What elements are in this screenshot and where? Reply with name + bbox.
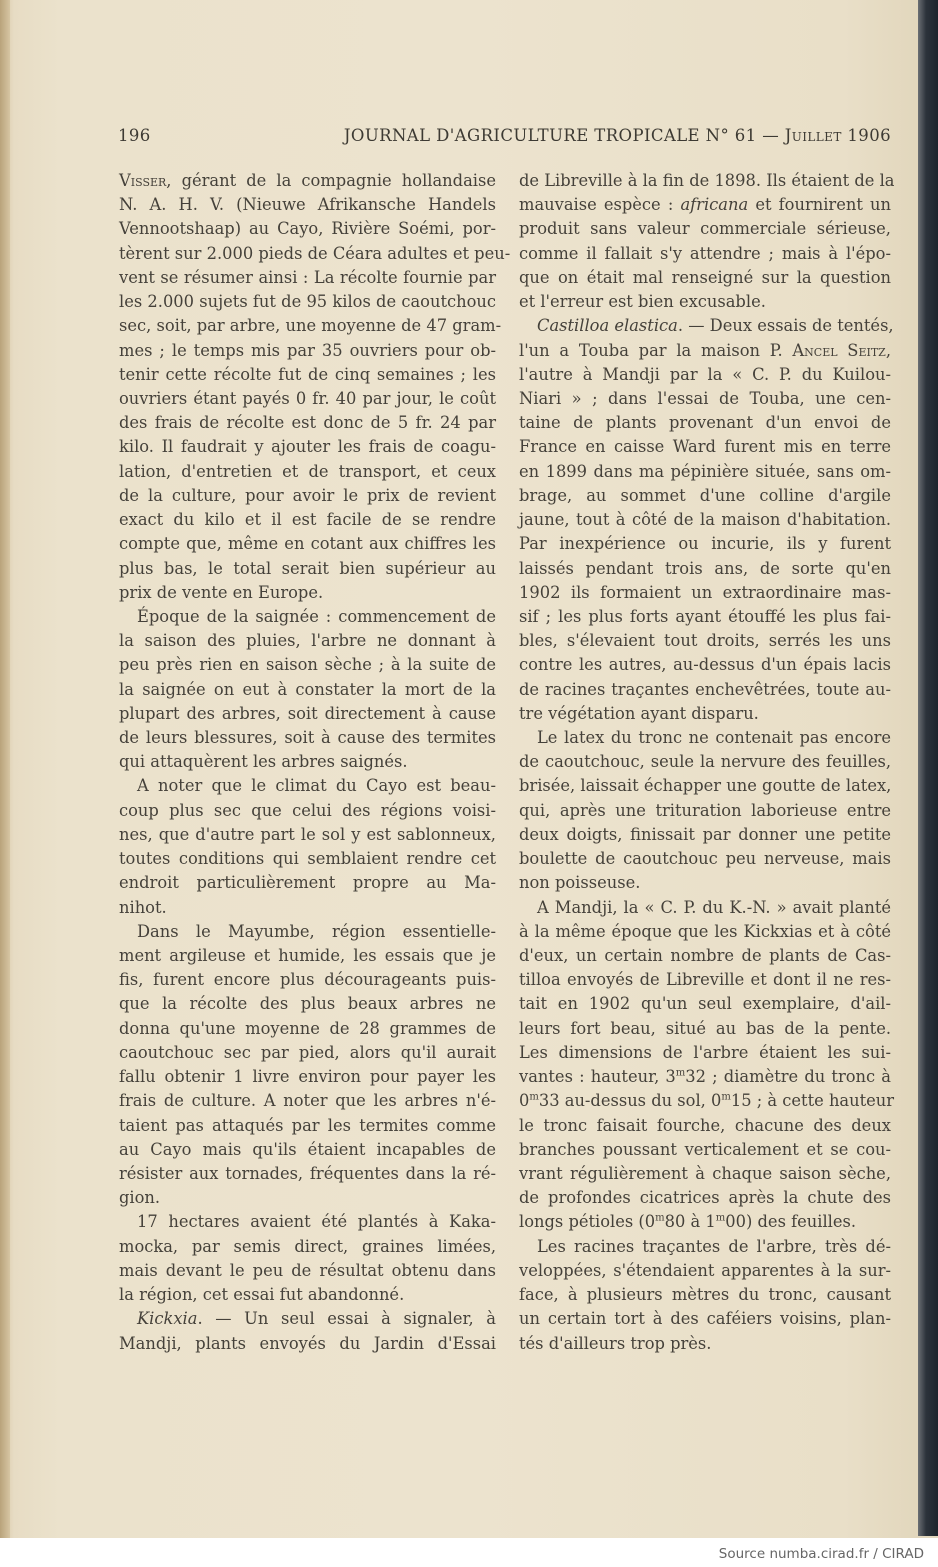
- text-line: [519, 726, 891, 750]
- text-segment: la région, cet essai fut abandonné.: [119, 1285, 405, 1305]
- text-line: [119, 750, 496, 774]
- text-segment: que la récolte des plus beaux arbres ne: [119, 994, 496, 1014]
- text-segment: caoutchouc sec par pied, alors qu'il aurait: [119, 1042, 496, 1062]
- paragraph: [519, 896, 895, 1235]
- text-line: [119, 363, 496, 387]
- text-segment: non poisseuse.: [519, 873, 641, 893]
- text-line: [119, 1089, 496, 1113]
- text-segment: boulette de caoutchouc peu nerveuse, mais: [519, 849, 891, 869]
- text-segment: nihot.: [119, 897, 167, 917]
- text-segment: de leurs blessures, soit à cause des termites: [119, 728, 496, 748]
- text-line: [119, 920, 496, 944]
- text-segment: fis, furent encore plus décourageants puis-: [119, 970, 496, 990]
- paragraph: [519, 314, 894, 726]
- text-segment: coup plus sec que celui des régions voisi-: [119, 800, 496, 820]
- text-line: [119, 799, 496, 823]
- text-segment: taine de plants provenant d'un envoi de: [519, 413, 891, 433]
- left-column: [119, 169, 511, 1356]
- text-line: [519, 702, 891, 726]
- text-segment: veloppées, s'étendaient apparentes à la sur-: [519, 1260, 891, 1280]
- text-segment: et l'erreur est bien excusable.: [519, 292, 766, 312]
- text-segment: de Libreville à la fin de 1898. Ils étaient de la: [519, 171, 895, 190]
- text-segment: exact du kilo et il est facile de se rendre: [119, 510, 496, 530]
- text-segment: Le latex du tronc ne contenait pas encore: [537, 728, 891, 748]
- text-line: [519, 1259, 891, 1283]
- journal-title: [344, 126, 891, 145]
- text-segment: Les dimensions de l'arbre étaient les sui-: [519, 1042, 891, 1062]
- text-segment: m: [715, 1212, 726, 1224]
- text-line: [519, 532, 891, 556]
- text-line: [519, 1162, 891, 1186]
- text-line: [119, 484, 496, 508]
- text-segment: sif ; les plus forts ayant étouffé les plus fai-: [519, 606, 891, 626]
- text-line: [519, 314, 894, 338]
- text-line: [119, 871, 496, 895]
- text-line: [519, 339, 891, 363]
- paragraph: [119, 774, 496, 919]
- text-segment: de la culture, pour avoir le prix de revient: [119, 485, 496, 505]
- text-segment: contre les autres, au-dessus d'un épais lacis: [519, 655, 891, 675]
- text-line: [119, 1332, 496, 1356]
- paragraph: [519, 169, 895, 314]
- text-segment: kilo. Il faudrait y ajouter les frais de coagu-: [119, 437, 496, 457]
- text-line: [519, 968, 891, 992]
- text-segment: résister aux tornades, fréquentes dans la ré-: [119, 1163, 496, 1183]
- paragraph: [519, 726, 891, 896]
- text-line: [119, 314, 502, 338]
- text-segment: 0: [519, 1091, 530, 1111]
- text-segment: bles, s'élevaient tout droits, serrés les uns: [519, 631, 891, 651]
- text-line: [519, 944, 891, 968]
- text-line: [119, 1307, 496, 1331]
- text-line: [519, 169, 895, 193]
- text-line: [119, 1162, 496, 1186]
- text-segment: Les racines traçantes de l'arbre, très dé-: [537, 1236, 891, 1256]
- text-segment: ouvriers étant payés 0 fr. 40 par jour, le coût: [119, 388, 496, 408]
- text-segment: tés d'ailleurs trop près.: [519, 1333, 712, 1353]
- text-line: [119, 387, 496, 411]
- text-line: [519, 217, 891, 241]
- text-segment: et fournirent un: [748, 195, 891, 215]
- text-segment: vent se résumer ainsi : La récolte fournie par: [119, 267, 496, 287]
- text-segment: qui, après une trituration laborieuse entre: [519, 800, 891, 820]
- text-segment: JOURNAL D'AGRICULTURE TROPICALE N° 61 —: [343, 126, 785, 145]
- text-line: [519, 1210, 891, 1234]
- text-segment: . — Un seul essai à signaler, à: [197, 1309, 496, 1329]
- text-segment: , gérant de la compagnie hollandaise: [166, 171, 496, 190]
- text-line: [119, 290, 496, 314]
- text-line: [519, 1089, 895, 1113]
- text-segment: N. A. H. V. (Nieuwe Afrikansche Handels: [119, 195, 496, 215]
- text-segment: comme il fallait s'y attendre ; mais à l'épo-: [519, 243, 891, 263]
- text-segment: la saignée on eut à constater la mort de la: [119, 679, 496, 699]
- text-segment: peu près rien en saison sèche ; à la suite de: [119, 655, 496, 675]
- text-segment: donna qu'une moyenne de 28 grammes de: [119, 1018, 496, 1038]
- text-line: [119, 702, 496, 726]
- text-segment: Kickxia: [137, 1309, 198, 1329]
- text-line: [119, 678, 496, 702]
- text-segment: ,: [885, 340, 891, 360]
- text-line: [119, 169, 496, 193]
- text-segment: vrant régulièrement à chaque saison sèche,: [519, 1163, 891, 1183]
- text-line: [519, 605, 891, 629]
- text-line: [119, 944, 496, 968]
- text-segment: longs pétioles (0: [519, 1212, 656, 1232]
- text-segment: l'un a Touba par la maison P.: [519, 340, 793, 360]
- text-line: [119, 411, 496, 435]
- text-line: [519, 774, 891, 798]
- text-segment: laissés pendant trois ans, de sorte qu'en: [519, 558, 891, 578]
- text-segment: toutes conditions qui semblaient rendre cet: [119, 849, 496, 869]
- text-line: [119, 1114, 496, 1138]
- text-line: [119, 581, 496, 605]
- text-segment: m: [655, 1212, 665, 1224]
- text-segment: lation, d'entretien et de transport, et ceux: [119, 461, 496, 481]
- text-line: [119, 896, 496, 920]
- text-line: [519, 871, 891, 895]
- paragraph: [119, 169, 511, 605]
- text-segment: Dans le Mayumbe, région essentielle-: [137, 921, 496, 941]
- text-segment: mes ; le temps mis par 35 ouvriers pour ob-: [119, 340, 496, 360]
- text-segment: de profondes cicatrices après la chute des: [519, 1188, 891, 1208]
- text-segment: Époque de la saignée : commencement de: [137, 606, 496, 626]
- text-segment: . — Deux essais de tentés,: [677, 316, 894, 336]
- text-line: [119, 629, 496, 653]
- text-line: [119, 605, 496, 629]
- text-line: [119, 193, 496, 217]
- paragraph: [119, 605, 496, 775]
- text-segment: de caoutchouc, seule la nervure des feuilles,: [519, 752, 891, 772]
- text-line: [119, 460, 496, 484]
- text-segment: m: [675, 1067, 686, 1079]
- text-segment: 32 ; diamètre du tronc à: [685, 1067, 892, 1087]
- text-segment: 17 hectares avaient été plantés à Kaka-: [137, 1212, 496, 1232]
- text-line: [519, 1041, 891, 1065]
- text-line: [119, 774, 496, 798]
- text-segment: tèrent sur 2.000 pieds de Céara adultes et peu-: [119, 243, 511, 263]
- text-line: [119, 1041, 496, 1065]
- text-segment: endroit particulièrement propre au Ma-: [119, 873, 496, 893]
- text-segment: A Mandji, la « C. P. du K.-N. » avait planté: [537, 897, 891, 917]
- text-segment: Juillet: [784, 126, 842, 145]
- text-segment: mocka, par semis direct, graines limées,: [119, 1236, 496, 1256]
- text-line: [519, 750, 891, 774]
- text-segment: mauvaise espèce :: [519, 195, 681, 215]
- text-segment: 33 au-dessus du sol, 0: [538, 1091, 722, 1111]
- text-line: [119, 508, 496, 532]
- text-line: [519, 896, 891, 920]
- text-line: [519, 387, 891, 411]
- text-segment: jaune, tout à côté de la maison d'habitation.: [519, 510, 891, 530]
- text-segment: tait en 1902 qu'un seul exemplaire, d'ail-: [519, 994, 891, 1014]
- text-segment: France en caisse Ward furent mis en terre: [519, 437, 891, 457]
- text-segment: ment argileuse et humide, les essais que je: [119, 946, 496, 965]
- right-column: [519, 169, 895, 1356]
- text-segment: Mandji, plants envoyés du Jardin d'Essai: [119, 1333, 496, 1353]
- source-credit: Source numba.cirad.fr / CIRAD: [718, 1546, 924, 1562]
- text-segment: Ancel Seitz: [792, 340, 886, 360]
- paragraph: [519, 1235, 891, 1356]
- text-line: [519, 1114, 891, 1138]
- page-number: 196: [118, 126, 151, 145]
- text-line: [119, 823, 496, 847]
- text-line: [519, 1235, 891, 1259]
- text-line: [119, 557, 496, 581]
- text-segment: branches poussant verticalement et se cou-: [519, 1139, 891, 1159]
- text-segment: le tronc faisait fourche, chacune des deux: [519, 1115, 891, 1135]
- text-line: [119, 1210, 496, 1234]
- text-segment: produit sans valeur commerciale sérieuse,: [519, 219, 891, 239]
- text-line: [119, 992, 496, 1016]
- text-line: [519, 290, 891, 314]
- text-line: [519, 653, 891, 677]
- text-segment: prix de vente en Europe.: [119, 582, 324, 602]
- text-segment: tenir cette récolte fut de cinq semaines ; les: [119, 364, 496, 384]
- text-segment: Par inexpérience ou incurie, ils y furent: [519, 534, 891, 554]
- text-segment: d'eux, un certain nombre de plants de Cas-: [519, 946, 891, 965]
- text-line: [519, 435, 891, 459]
- text-segment: 15 ; à cette hauteur: [730, 1091, 895, 1111]
- book-binding-edge: [918, 0, 938, 1536]
- text-segment: plupart des arbres, soit directement à cause: [119, 703, 496, 723]
- text-line: [119, 266, 496, 290]
- text-line: [519, 823, 891, 847]
- text-line: [119, 1017, 496, 1041]
- text-line: [519, 1065, 891, 1089]
- text-segment: Castilloa elastica: [537, 316, 678, 336]
- text-line: [519, 920, 891, 944]
- text-segment: tilloa envoyés de Libreville et dont il ne res-: [519, 970, 891, 990]
- text-line: [519, 242, 891, 266]
- text-segment: plus bas, le total serait bien supérieur au: [119, 558, 496, 578]
- text-line: [519, 799, 891, 823]
- text-line: [519, 266, 891, 290]
- text-segment: brisée, laissait échapper une goutte de latex,: [519, 776, 892, 796]
- text-segment: africana: [680, 195, 749, 215]
- text-segment: les 2.000 sujets fut de 95 kilos de caoutchouc: [119, 292, 496, 312]
- text-segment: vantes : hauteur, 3: [519, 1067, 676, 1087]
- text-segment: m: [721, 1091, 731, 1103]
- text-line: [119, 1186, 496, 1210]
- text-segment: la saison des pluies, l'arbre ne donnant à: [119, 631, 496, 651]
- text-segment: à la même époque que les Kickxias et à côté: [519, 921, 891, 941]
- text-line: [519, 1138, 891, 1162]
- text-segment: l'autre à Mandji par la « C. P. du Kuilou-: [519, 364, 891, 384]
- text-segment: 1906: [841, 126, 891, 145]
- text-line: [119, 435, 496, 459]
- text-segment: leurs fort beau, situé au bas de la pente.: [519, 1018, 891, 1038]
- text-line: [119, 532, 496, 556]
- page-left-edge: [0, 0, 10, 1538]
- text-segment: qui attaquèrent les arbres saignés.: [119, 752, 408, 772]
- text-segment: de racines traçantes enchevêtrées, toute au-: [519, 679, 891, 699]
- text-line: [519, 581, 891, 605]
- text-line: [519, 1283, 891, 1307]
- text-line: [519, 411, 891, 435]
- paragraph: [119, 920, 496, 1211]
- text-segment: compte que, même en cotant aux chiffres les: [119, 534, 496, 554]
- text-line: [119, 653, 496, 677]
- text-segment: m: [529, 1091, 539, 1103]
- running-header: [118, 126, 891, 148]
- text-line: [519, 193, 891, 217]
- text-line: [519, 363, 891, 387]
- text-line: [519, 1332, 891, 1356]
- text-line: [519, 557, 891, 581]
- text-line: [519, 1307, 891, 1331]
- text-line: [519, 484, 891, 508]
- text-line: [119, 1235, 496, 1259]
- text-segment: A noter que le climat du Cayo est beau-: [137, 776, 496, 796]
- text-segment: face, à plusieurs mètres du tronc, causant: [519, 1285, 891, 1305]
- paragraph: [119, 1210, 496, 1307]
- text-line: [119, 339, 496, 363]
- text-segment: brage, au sommet d'une colline d'argile: [519, 485, 891, 505]
- text-line: [519, 460, 891, 484]
- text-segment: gion.: [119, 1188, 161, 1208]
- text-segment: 00) des feuilles.: [725, 1212, 857, 1232]
- text-line: [519, 1186, 891, 1210]
- text-line: [119, 1065, 496, 1089]
- text-segment: Vennootshaap) au Cayo, Rivière Soémi, por-: [119, 219, 496, 239]
- paragraph: [119, 1307, 496, 1355]
- text-line: [519, 1017, 891, 1041]
- text-segment: deux doigts, finissait par donner une petite: [519, 824, 891, 844]
- text-segment: en 1899 dans ma pépinière située, sans om-: [519, 461, 891, 481]
- text-line: [519, 678, 891, 702]
- text-line: [519, 629, 891, 653]
- text-segment: frais de culture. A noter que les arbres n'é-: [119, 1091, 496, 1111]
- text-segment: Visser: [119, 171, 167, 190]
- text-segment: mais devant le peu de résultat obtenu dans: [119, 1260, 496, 1280]
- text-line: [119, 968, 496, 992]
- text-line: [119, 726, 496, 750]
- text-segment: un certain tort à des caféiers voisins, plan-: [519, 1309, 891, 1329]
- text-line: [119, 847, 496, 871]
- text-line: [119, 1138, 496, 1162]
- text-segment: nes, que d'autre part le sol y est sablonneux,: [119, 824, 496, 844]
- text-segment: fallu obtenir 1 livre environ pour payer les: [119, 1067, 496, 1087]
- text-segment: taient pas attaqués par les termites comme: [119, 1115, 496, 1135]
- text-line: [519, 508, 891, 532]
- text-segment: sec, soit, par arbre, une moyenne de 47 gram-: [119, 316, 502, 336]
- text-line: [119, 1259, 496, 1283]
- text-segment: que on était mal renseigné sur la question: [519, 267, 891, 287]
- text-line: [119, 242, 511, 266]
- text-line: [119, 1283, 496, 1307]
- text-segment: 80 à 1: [664, 1212, 716, 1232]
- text-segment: au Cayo mais qu'ils étaient incapables de: [119, 1139, 496, 1159]
- text-line: [119, 217, 496, 241]
- text-line: [519, 992, 891, 1016]
- text-segment: tre végétation ayant disparu.: [519, 703, 759, 723]
- text-line: [519, 847, 891, 871]
- text-segment: Niari » ; dans l'essai de Touba, une cen-: [519, 388, 891, 408]
- text-segment: 1902 ils formaient un extraordinaire mas-: [519, 582, 891, 602]
- text-segment: des frais de récolte est donc de 5 fr. 24 par: [119, 413, 496, 433]
